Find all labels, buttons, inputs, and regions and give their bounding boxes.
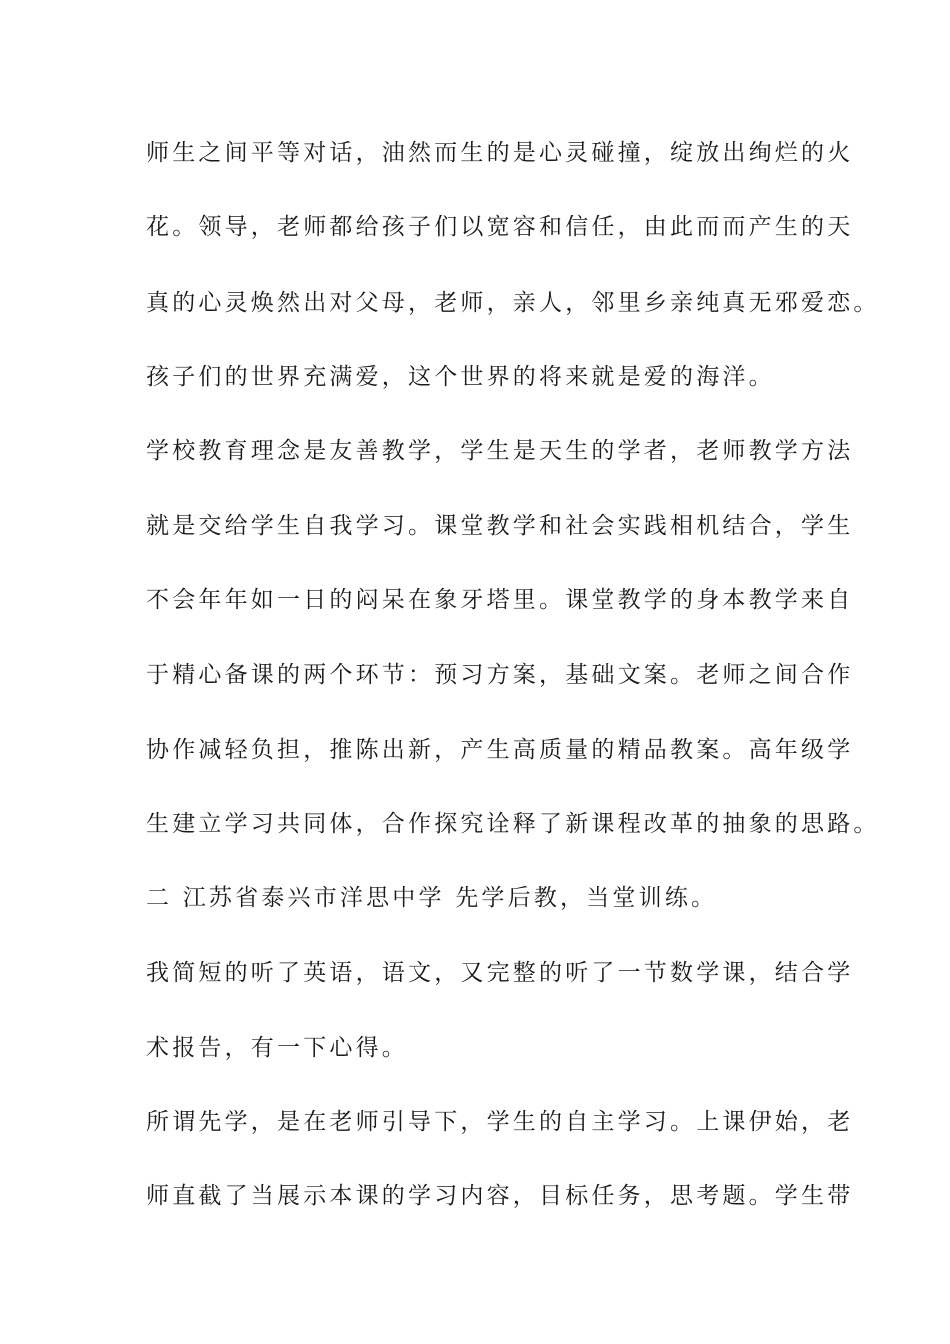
- text-line: 师生之间平等对话，油然而生的是心灵碰撞，绽放出绚烂的火: [146, 140, 854, 166]
- text-line: 孩子们的世界充满爱，这个世界的将来就是爱的海洋。: [146, 364, 775, 390]
- text-line: 术报告，有一下心得。: [146, 1035, 408, 1061]
- section-heading: 二 江苏省泰兴市洋思中学 先学后教，当堂训练。: [146, 885, 718, 911]
- text-line: 师直截了当展示本课的学习内容，目标任务，思考题。学生带: [146, 1183, 854, 1209]
- text-line: 不会年年如一日的闷呆在象牙塔里。课堂教学的身本教学来自: [146, 587, 854, 613]
- text-line: 于精心备课的两个环节：预习方案，基础文案。老师之间合作: [146, 662, 854, 688]
- text-line: 就是交给学生自我学习。课堂教学和社会实践相机结合，学生: [146, 513, 854, 539]
- text-line: 协作减轻负担，推陈出新，产生高质量的精品教案。高年级学: [146, 737, 854, 763]
- text-line: 所谓先学，是在老师引导下，学生的自主学习。上课伊始，老: [146, 1109, 854, 1135]
- text-line: 真的心灵焕然出对父母，老师，亲人，邻里乡亲纯真无邪爱恋。: [146, 290, 880, 316]
- text-line: 生建立学习共同体，合作探究诠释了新课程改革的抽象的思路。: [146, 811, 880, 837]
- text-line: 花。领导，老师都给孩子们以宽容和信任，由此而而产生的天: [146, 214, 854, 240]
- text-line: 我简短的听了英语，语文，又完整的听了一节数学课，结合学: [146, 960, 854, 986]
- text-line: 学校教育理念是友善教学，学生是天生的学者，老师教学方法: [146, 438, 854, 464]
